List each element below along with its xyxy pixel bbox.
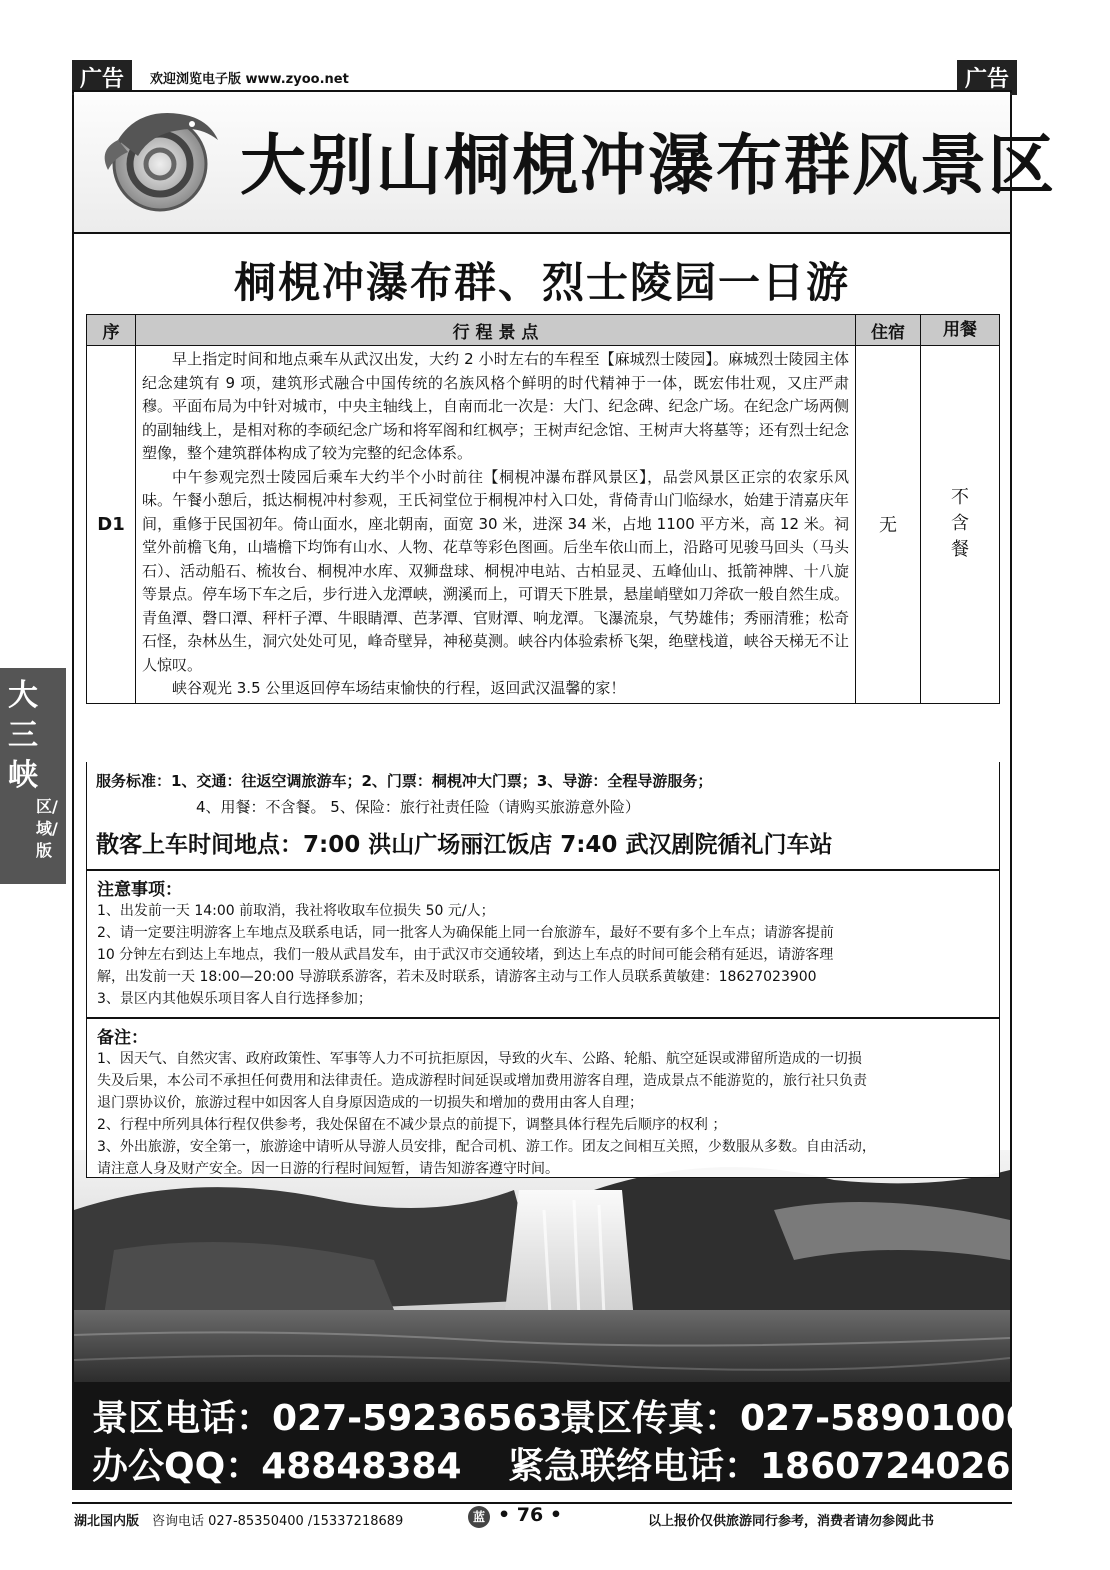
day-label: D1 (87, 346, 136, 704)
table-row (87, 346, 1000, 704)
sidebar-small-text: 区/域/版 (36, 797, 58, 860)
remarks-item: 请注意人身及财产安全。因一日游的行程时间短暂，请告知游客遵守时间。 (97, 1161, 559, 1177)
service-standard-line-1 (96, 770, 712, 791)
remarks-item: 3、外出旅游，安全第一，旅游途中请听从导游人员安排，配合司机、游工作。团友之间相互关照，少数服从多数。自由活动， (97, 1139, 876, 1155)
service-standard-text: 服务标准：1、交通：往返空调旅游车；2、门票：桐梘冲大门票；3、导游：全程导游服务； (96, 772, 713, 790)
remarks-section (86, 1018, 1000, 1178)
emergency-phone[interactable]: 紧急联络电话：18607240266 (508, 1446, 1036, 1487)
scenic-phone[interactable]: 景区电话：027-59236563 (92, 1398, 563, 1439)
sidebar-big-text: 大三峡 (8, 678, 38, 793)
ad-tag-left: 广告 (72, 60, 132, 95)
footer-phone: 咨询电话 027-85350400 /15337218689 (152, 1514, 404, 1529)
table-header-row (87, 315, 1000, 346)
itinerary-description (136, 346, 856, 704)
waterfall-photo (74, 1150, 1010, 1385)
website-url[interactable]: 欢迎浏览电子版 www.zyoo.net (150, 72, 349, 87)
meal-value (921, 346, 1000, 704)
scenic-fax: 景区传真：027-58901006 (560, 1398, 1031, 1439)
page-title: 大别山桐梘冲瀑布群风景区 (240, 127, 1056, 204)
page-number: • 76 • (498, 1504, 562, 1526)
footer-disclaimer: 以上报价仅供旅游同行参考，消费者请勿参阅此书 (648, 1514, 935, 1529)
header-spots: 行 程 景 点 (136, 315, 856, 346)
region-sidebar (0, 668, 66, 884)
notes-item: 2、请一定要注明游客上车地点及联系电话，同一批客人为确保能上同一台旅游车，最好不要有多个上车点；请游客提前 (97, 925, 834, 941)
notes-title: 注意事项： (97, 880, 182, 900)
meal-value-text: 不含餐 (951, 487, 969, 561)
notes-item: 解，出发前一天 18:00—20:00 导游联系游客，若未及时联系，请游客主动与工作人员联系黄敏建：18627023900 (97, 969, 817, 985)
remarks-item: 2、行程中所列具体行程仅供参考，我处保留在不减少景点的前提下，调整具体行程先后顺序的权利 ； (97, 1117, 727, 1133)
blue-badge-icon: 蓝 (468, 1506, 490, 1528)
header-stay: 住宿 (856, 315, 921, 346)
remarks-item: 退门票协议价，旅游过程中如因客人自身原因造成的一切损失和增加的费用由客人自理； (97, 1095, 643, 1111)
ad-tag-right: 广告 (957, 60, 1017, 95)
itinerary-paragraph: 早上指定时间和地点乘车从武汉出发，大约 2 小时左右的车程至【麻城烈士陵园】。麻城烈士陵园主体纪念建筑有 9 项，建筑形式融合中国传统的名族风格个鲜明的时代精神于一体，既宏伟壮观，又庄严肃穆。平面布局为中针对城市，中央主轴线上，自南而北一次是：大门、纪念碑、纪念广场。在纪念广场两侧的副轴线上，是相对称的李硕纪念广场和将军阁和红枫亭；王树声纪念馆、王树声大将墓等；还有烈士纪念塑像，整个建筑群体构成了较为完整的纪念体系。 (142, 350, 849, 462)
tour-subtitle: 桐梘冲瀑布群、烈士陵园一日游 (233, 258, 850, 307)
contact-block (72, 1382, 1036, 1490)
service-standard-line-2: 4、用餐：不含餐。 5、保险：旅行社责任险（请购买旅游意外险） (196, 798, 640, 816)
notes-item: 10 分钟左右到达上车地点，我们一般从武昌发车，由于武汉市交通较堵，到达上车点的时间可能会稍有延迟，请游客理 (97, 947, 834, 963)
remarks-item: 1、因天气、自然灾害、政府政策性、军事等人力不可抗拒原因，导致的火车、公路、轮船、航空延误或滞留所造成的一切损 (97, 1051, 862, 1067)
stay-value: 无 (856, 346, 921, 704)
header-divider (74, 232, 1010, 234)
notes-section (86, 870, 1000, 1018)
notes-item: 3、景区内其他娱乐项目客人自行选择参加； (97, 991, 372, 1007)
remarks-item: 失及后果，本公司不承担任何费用和法律责任。造成游程时间延误或增加费用游客自理，造成景点不能游览的，旅行社只负责 (97, 1073, 867, 1089)
itinerary-paragraph: 峡谷观光 3.5 公里返回停车场结束愉快的行程，返回武汉温馨的家！ (172, 679, 626, 697)
itinerary-paragraph: 中午参观完烈士陵园后乘车大约半个小时前往【桐梘冲瀑布群风景区】，品尝风景区正宗的农家乐风味。午餐小憩后，抵达桐梘冲村参观，王氏祠堂位于桐梘冲村入口处，背倚青山门临绿水，始建于清嘉庆年间，重修于民国初年。倚山面水，座北朝南，面宽 30 米，进深 34 米，占地 1100 平方米，高 12 米。祠堂外前檐飞角，山墙檐下均饰有山水、人物、花草等彩色图画。后坐车依山而上，沿路可见骏马回头（马头石）、活动船石、梳妆台、桐梘冲水库、双狮盘球、桐梘冲电站、古柏显灵、五峰仙山、抵箭神牌、十八旋等景点。停车场下车之后，步行进入龙潭峡，溯溪而上，可谓天下胜景，悬崖峭壁如刀斧砍一般自然生成。青鱼潭、磬口潭、秤杆子潭、牛眼睛潭、芭茅潭、官财潭、响龙潭。飞瀑流泉，气势雄伟；秀丽清雅；松奇石怪，杂林丛生，洞穴处处可见，峰奇壁异，神秘莫测。峡谷内体验索桥飞架，绝壁栈道，峡谷天梯无不让人惊叹。 (142, 467, 849, 674)
header-meal: 用餐 (921, 315, 1000, 346)
itinerary-table (86, 314, 1000, 704)
remarks-title: 备注： (97, 1028, 148, 1048)
dragon-logo-icon (88, 100, 228, 220)
office-qq: 办公QQ：48848384 (92, 1446, 462, 1487)
header-seq: 序 (87, 315, 136, 346)
notes-item: 1、出发前一天 14:00 前取消，我社将收取车位损失 50 元/人； (97, 903, 495, 919)
pickup-times: 散客上车时间地点：7:00 洪山广场丽江饭店 7:40 武汉剧院循礼门车站 (96, 832, 833, 858)
footer-edition: 湖北国内版 (74, 1514, 140, 1529)
